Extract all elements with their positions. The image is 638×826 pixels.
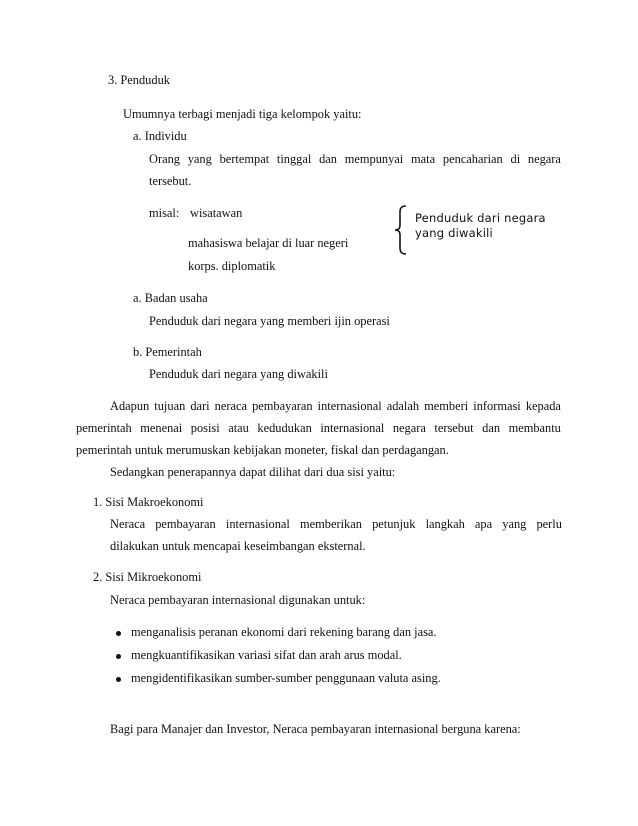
word: dan bbox=[319, 152, 337, 166]
bullet-icon bbox=[116, 631, 121, 636]
word: posisi bbox=[190, 421, 220, 435]
word: Adapun bbox=[110, 399, 150, 413]
word: memberi bbox=[424, 399, 469, 413]
list-item-badan-usaha: a. Badan usaha bbox=[133, 291, 208, 305]
word: mata bbox=[411, 152, 436, 166]
makro-description-line: dilakukan untuk mencapai keseimbangan eksternal. bbox=[110, 539, 366, 553]
example-label: misal: bbox=[149, 206, 180, 220]
word: internasional bbox=[317, 399, 382, 413]
list-item-pemerintah: b. Pemerintah bbox=[133, 345, 202, 359]
bullet-item: mengidentifikasikan sumber-sumber penggunaan valuta asing. bbox=[131, 671, 441, 685]
word: yang bbox=[187, 152, 212, 166]
word: dari bbox=[190, 399, 210, 413]
word: pembayaran bbox=[252, 399, 313, 413]
purpose-paragraph-line bbox=[110, 399, 561, 414]
word: kedudukan bbox=[257, 421, 312, 435]
word: bertempat bbox=[219, 152, 270, 166]
individu-description bbox=[149, 152, 561, 167]
closing-text: Bagi para Manajer dan Investor, Neraca pembayaran internasional berguna karena: bbox=[110, 722, 521, 736]
word: perlu bbox=[536, 517, 562, 531]
word: internasional bbox=[225, 517, 290, 531]
mikro-description: Neraca pembayaran internasional digunakan untuk: bbox=[110, 593, 366, 607]
list-item-makro: 1. Sisi Makroekonomi bbox=[93, 495, 204, 509]
word: pembayaran bbox=[155, 517, 216, 531]
word: pencaharian bbox=[442, 152, 503, 166]
bullet-icon bbox=[116, 677, 121, 682]
section-heading: 3. Penduduk bbox=[108, 73, 170, 87]
word: negara bbox=[392, 421, 426, 435]
purpose-paragraph-line bbox=[76, 421, 561, 436]
word: tujuan bbox=[154, 399, 186, 413]
word: Orang bbox=[149, 152, 180, 166]
word: tinggal bbox=[276, 152, 312, 166]
individu-description-end: tersebut. bbox=[149, 174, 192, 188]
word: dan bbox=[482, 421, 501, 435]
word: neraca bbox=[214, 399, 247, 413]
word: apa bbox=[474, 517, 493, 531]
word: mempunyai bbox=[344, 152, 404, 166]
brace-note-line: yang diwakili bbox=[415, 226, 493, 240]
word: internasional bbox=[320, 421, 385, 435]
word: informasi bbox=[473, 399, 521, 413]
word: yang bbox=[502, 517, 527, 531]
example-item: wisatawan bbox=[190, 206, 243, 220]
purpose-paragraph-line: pemerintah untuk merumuskan kebijakan moneter, fiskal dan perdagangan. bbox=[76, 443, 449, 457]
word: Neraca bbox=[110, 517, 146, 531]
makro-description-line bbox=[110, 517, 562, 532]
list-item-individu: a. Individu bbox=[133, 129, 187, 143]
word: adalah bbox=[386, 399, 420, 413]
example-item: korps. diplomatik bbox=[188, 259, 276, 273]
word: kepada bbox=[525, 399, 561, 413]
bullet-icon bbox=[116, 654, 121, 659]
brace-note bbox=[415, 211, 546, 241]
brace-note-line: Penduduk dari negara bbox=[415, 211, 546, 225]
pemerintah-description: Penduduk dari negara yang diwakili bbox=[149, 367, 328, 381]
intro-text: Umumnya terbagi menjadi tiga kelompok yaitu: bbox=[123, 107, 362, 121]
word: tersebut bbox=[434, 421, 474, 435]
word: pemerintah bbox=[76, 421, 132, 435]
word: menenai bbox=[140, 421, 183, 435]
word: memberikan bbox=[300, 517, 362, 531]
brace-icon bbox=[393, 205, 409, 255]
word: petunjuk bbox=[372, 517, 416, 531]
word: langkah bbox=[425, 517, 465, 531]
bullet-item: mengkuantifikasikan variasi sifat dan arah arus modal. bbox=[131, 648, 402, 662]
application-intro: Sedangkan penerapannya dapat dilihat dari dua sisi yaitu: bbox=[110, 465, 396, 479]
list-item-mikro: 2. Sisi Mikroekonomi bbox=[93, 570, 202, 584]
word: negara bbox=[527, 152, 561, 166]
word: atau bbox=[228, 421, 249, 435]
word: membantu bbox=[508, 421, 561, 435]
word: di bbox=[510, 152, 521, 166]
bullet-item: menganalisis peranan ekonomi dari rekening barang dan jasa. bbox=[131, 625, 437, 639]
example-item: mahasiswa belajar di luar negeri bbox=[188, 236, 349, 250]
badan-usaha-description: Penduduk dari negara yang memberi ijin operasi bbox=[149, 314, 390, 328]
